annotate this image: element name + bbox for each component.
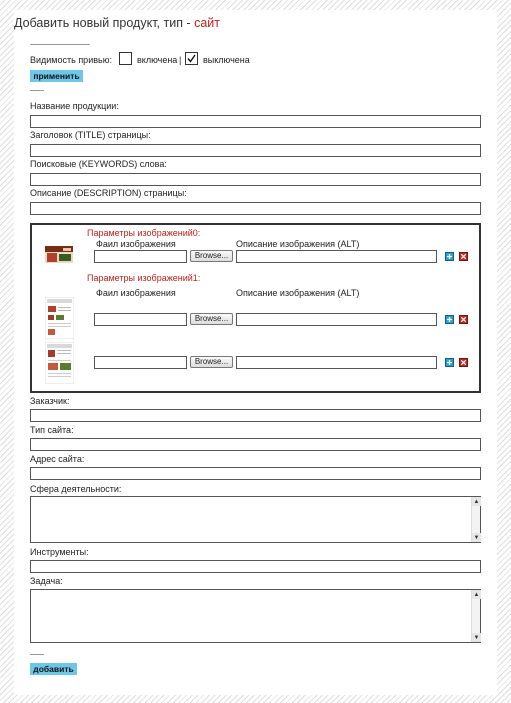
activity-textarea[interactable]	[30, 496, 481, 543]
preview-separator: |	[179, 55, 182, 65]
x-square-icon[interactable]	[459, 252, 468, 261]
title-type: сайт	[194, 16, 220, 30]
page-title-label: Заголовок (TITLE) страницы:	[30, 130, 151, 140]
site-type-input[interactable]	[30, 438, 481, 451]
description-label: Описание (DESCRIPTION) страницы:	[30, 188, 187, 198]
image-group1-title: Параметры изображений1:	[87, 273, 201, 283]
image-file-input-2[interactable]	[94, 356, 187, 369]
checkmark-icon	[186, 53, 197, 64]
product-name-label: Название продукции:	[30, 101, 119, 111]
plus-square-icon[interactable]	[445, 358, 454, 367]
task-textarea-wrap	[30, 589, 481, 643]
image-group0-title: Параметры изображений0:	[87, 228, 201, 238]
description-input[interactable]	[30, 202, 481, 215]
browse-button-2[interactable]: Browse...	[190, 356, 233, 368]
activity-label: Сфера деятельности:	[30, 484, 122, 494]
activity-scrollbar[interactable]	[471, 497, 480, 542]
tools-label: Инструменты:	[30, 547, 89, 557]
image-thumbnail-0	[45, 246, 73, 263]
add-divider	[30, 654, 44, 655]
image-alt-input-2[interactable]	[236, 356, 437, 369]
tools-input[interactable]	[30, 560, 481, 573]
task-textarea[interactable]	[30, 589, 481, 643]
task-scrollbar[interactable]	[471, 590, 480, 642]
page-title	[14, 16, 220, 30]
apply-button[interactable]: применить	[30, 70, 83, 82]
x-square-icon[interactable]	[459, 315, 468, 324]
preview-off-checkbox[interactable]	[185, 52, 198, 65]
task-label: Задача:	[30, 576, 63, 586]
triangle-up-icon[interactable]: ▲	[473, 591, 480, 598]
product-name-input[interactable]	[30, 115, 481, 128]
customer-label: Заказчик:	[30, 396, 70, 406]
triangle-down-icon[interactable]: ▼	[473, 534, 480, 541]
x-square-icon[interactable]	[459, 358, 468, 367]
page-title-input[interactable]	[30, 144, 481, 157]
site-type-label: Тип сайта:	[30, 425, 74, 435]
image-thumbnail-2	[45, 342, 74, 384]
image-thumbnail-1	[45, 297, 74, 339]
triangle-up-icon[interactable]: ▲	[473, 498, 480, 505]
browse-button-0[interactable]: Browse...	[190, 250, 233, 262]
site-address-label: Адрес сайта:	[30, 454, 85, 464]
plus-square-icon[interactable]	[445, 315, 454, 324]
title-prefix: Добавить новый продукт, тип -	[14, 16, 195, 30]
image-group0-alt-header: Описание изображения (ALT)	[236, 239, 360, 249]
keywords-label: Поисковые (KEYWORDS) слова:	[30, 159, 167, 169]
image-file-input-0[interactable]	[94, 250, 187, 263]
image-alt-input-0[interactable]	[236, 250, 437, 263]
preview-visibility-label: Видимость привью:	[30, 55, 112, 65]
activity-textarea-wrap	[30, 496, 481, 543]
apply-divider	[30, 90, 44, 91]
image-group0-file-header: Фаил изображения	[96, 239, 176, 249]
keywords-input[interactable]	[30, 173, 481, 186]
customer-input[interactable]	[30, 409, 481, 422]
image-group1-alt-header: Описание изображения (ALT)	[236, 288, 360, 298]
add-button[interactable]: добавить	[30, 663, 77, 675]
preview-on-label: включена	[137, 55, 178, 65]
image-group1-file-header: Фаил изображения	[96, 288, 176, 298]
image-file-input-1[interactable]	[94, 313, 187, 326]
browse-button-1[interactable]: Browse...	[190, 313, 233, 325]
triangle-down-icon[interactable]: ▼	[473, 634, 480, 641]
preview-on-checkbox[interactable]	[119, 52, 132, 65]
plus-square-icon[interactable]	[445, 252, 454, 261]
image-alt-input-1[interactable]	[236, 313, 437, 326]
site-address-input[interactable]	[30, 467, 481, 480]
preview-off-label: выключена	[203, 55, 250, 65]
title-divider	[30, 44, 90, 45]
